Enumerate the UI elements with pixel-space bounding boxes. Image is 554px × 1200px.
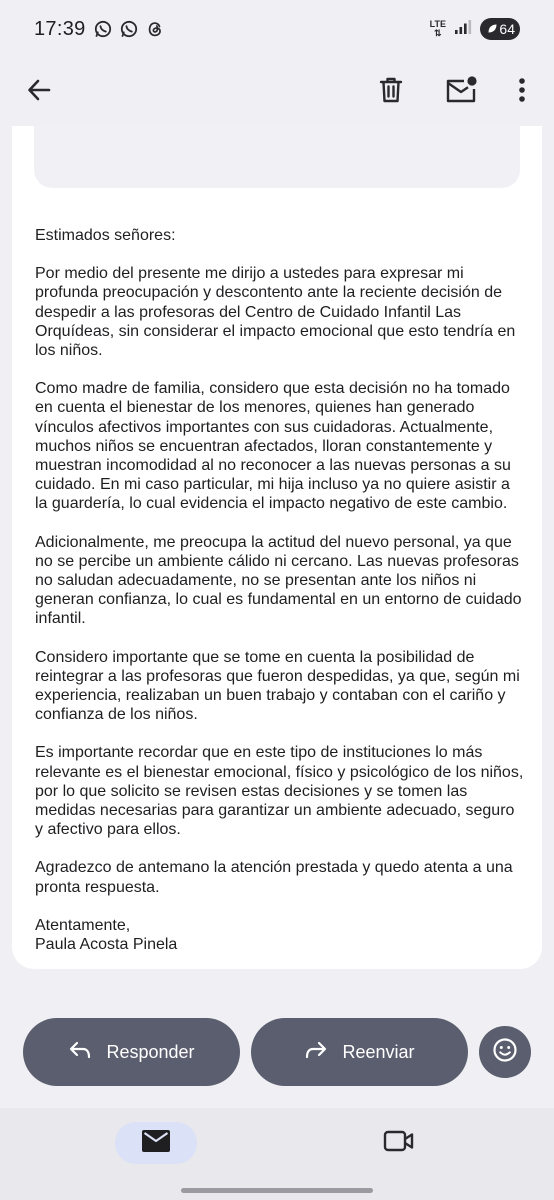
email-greeting: Estimados señores: <box>35 227 176 244</box>
email-paragraph: Es importante recordar que en este tipo de instituciones lo más relevante es el bienestar emocional, físico y psicológico de los niños, por lo que solicito se revisen estas decisiones y se tomen las medidas necesarias para garantizar un ambiente adecuado, seguro y afectivo para ellos. <box>35 744 524 839</box>
emoji-icon <box>492 1037 518 1068</box>
email-paragraph: Por medio del presente me dirijo a ustedes para expresar mi profunda preocupación y descontento ante la reciente decisión de despedir a las profesoras del Centro de Cuidado Infantil Las Orquídeas, sin considerar el impacto emocional que esto tendría en los niños. <box>35 265 516 360</box>
battery-indicator <box>480 18 520 40</box>
email-signature: Paula Acosta Pinela <box>35 936 178 954</box>
battery-saver-icon <box>487 21 498 37</box>
more-options-button[interactable] <box>500 70 544 114</box>
reply-button[interactable] <box>23 1018 240 1086</box>
whatsapp-icon <box>94 20 112 38</box>
forward-label: Reenviar <box>342 1041 415 1062</box>
more-vert-icon <box>518 77 526 108</box>
quoted-content-box <box>34 126 520 188</box>
mail-icon <box>141 1129 171 1158</box>
video-icon <box>383 1129 415 1158</box>
emoji-reaction-button[interactable] <box>479 1026 531 1078</box>
forward-icon <box>304 1040 328 1065</box>
status-time: 17:39 <box>34 17 86 40</box>
threads-icon <box>146 20 164 38</box>
battery-level: 64 <box>499 21 515 37</box>
data-arrows-icon: ⇅ <box>434 28 442 38</box>
email-paragraph: Considero importante que se tome en cuenta la posibilidad de reintegrar a las profesoras que fueron despedidas, ya que, según mi experiencia, realizaban un buen trabajo y contaban con el cariño y confianza de los niños. <box>35 648 520 724</box>
whatsapp-icon <box>120 20 138 38</box>
email-paragraph: Adicionalmente, me preocupa la actitud del nuevo personal, ya que no se percibe un ambiente cálido ni cercano. Las nuevas profesoras no saludan adecuadamente, no se presentan ante los niños ni generan confianza, lo cual es fundamental en un entorno de cuidado infantil. <box>35 533 522 628</box>
network-label: LTE <box>429 19 446 29</box>
mark-unread-button[interactable] <box>439 70 483 114</box>
status-bar <box>0 0 554 58</box>
email-closing: Atentamente, <box>35 916 131 934</box>
gesture-navigation-bar[interactable] <box>181 1188 373 1193</box>
forward-button[interactable] <box>251 1018 468 1086</box>
delete-button[interactable] <box>369 70 413 114</box>
mark-unread-icon <box>444 75 478 110</box>
status-right <box>430 18 520 40</box>
signal-icon <box>454 19 472 40</box>
email-body <box>35 226 525 954</box>
bottom-navigation <box>0 1108 554 1200</box>
status-left <box>34 18 164 41</box>
nav-item-meet[interactable] <box>378 1122 420 1164</box>
nav-item-mail[interactable] <box>115 1122 197 1164</box>
reply-label: Responder <box>106 1041 195 1062</box>
back-arrow-icon <box>25 76 53 109</box>
email-card <box>12 126 542 969</box>
app-bar <box>0 58 554 126</box>
delete-icon <box>378 76 404 109</box>
email-paragraph: Agradezco de antemano la atención prestada y quedo atenta a una pronta respuesta. <box>35 859 513 896</box>
back-button[interactable] <box>17 70 61 114</box>
email-paragraph: Como madre de familia, considero que esta decisión no ha tomado en cuenta el bienestar de los menores, quienes han generado vínculos afectivos importantes con sus cuidadoras. Actualmente, muchos niños se encuentran afectados, lloran constantemente y muestran incomodidad al no reconocer a las nuevas personas a su cuidado. En mi caso particular, mi hija incluso ya no quiere asistir a la guardería, lo cual evidencia el impacto negativo de este cambio. <box>35 380 511 513</box>
network-indicator <box>430 20 446 38</box>
reply-icon <box>68 1040 92 1065</box>
